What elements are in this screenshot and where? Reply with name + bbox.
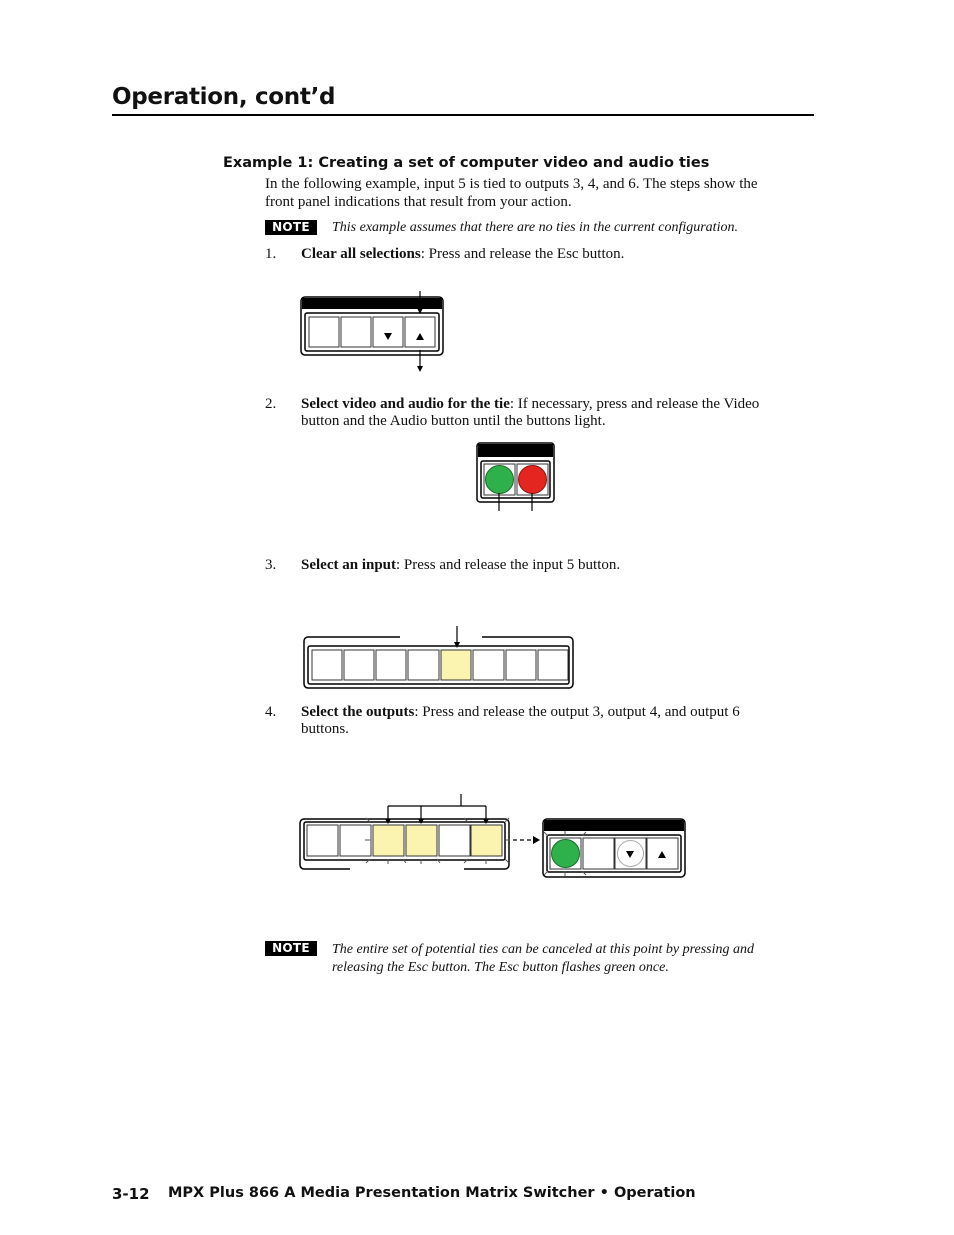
blink-rays-icon	[365, 818, 510, 864]
title-rule	[112, 114, 814, 116]
esc-button-group	[301, 297, 443, 355]
footer-title: MPX Plus 866 A Media Presentation Matrix Switcher • Operation	[168, 1185, 696, 1201]
up-arrow-icon	[416, 333, 424, 340]
output-4-button-selected	[406, 825, 437, 856]
step-number: 2.	[265, 396, 277, 412]
audio-button-lit	[519, 466, 547, 494]
note-badge: NOTE	[265, 220, 317, 235]
intro-line-1: In the following example, input 5 is tied to outputs 3, 4, and 6. The steps show the	[265, 176, 758, 192]
output-3-button-selected	[373, 825, 404, 856]
step-number: 3.	[265, 557, 277, 573]
esc-button-lit	[552, 840, 580, 868]
intro-line-2: front panel indications that result from your action.	[265, 194, 572, 210]
step-title: Select an input	[301, 557, 397, 573]
step-text	[301, 704, 740, 721]
step-text-line-2: buttons.	[301, 721, 349, 737]
step-number: 4.	[265, 704, 277, 720]
note-text: This example assumes that there are no ties in the current configuration.	[332, 220, 738, 235]
step-title: Select video and audio for the tie	[301, 396, 510, 412]
step-description: : Press and release the output 3, output 4, and output 6	[414, 704, 740, 720]
step-description: : If necessary, press and release the Video	[509, 396, 760, 412]
output-6-button-selected	[471, 825, 502, 856]
press-arrow-icon	[417, 291, 423, 372]
down-arrow-icon	[384, 333, 392, 340]
example-heading: Example 1: Creating a set of computer video and audio ties	[223, 155, 710, 171]
step-text	[301, 246, 624, 263]
step-text	[301, 396, 759, 413]
dashed-arrow-icon	[513, 836, 540, 844]
step-description: : Press and release the Esc button.	[420, 246, 625, 262]
input-5-button-selected	[441, 650, 471, 680]
note-text-line-2: releasing the Esc button. The Esc button flashes green once.	[332, 960, 669, 975]
up-arrow-icon	[658, 851, 666, 858]
step-title: Clear all selections	[301, 246, 421, 262]
step-text-line-2: button and the Audio button until the buttons light.	[301, 413, 606, 429]
page-number: 3-12	[112, 1185, 150, 1203]
video-button-lit	[486, 466, 514, 494]
step-description: : Press and release the input 5 button.	[396, 557, 621, 573]
press-arrow-icon	[454, 626, 460, 648]
note-badge: NOTE	[265, 941, 317, 956]
press-arrow-icon	[385, 794, 489, 824]
page-title: Operation, cont’d	[112, 84, 336, 110]
step-title: Select the outputs	[301, 704, 415, 720]
note-text-line-1: The entire set of potential ties can be canceled at this point by pressing and	[332, 942, 755, 957]
down-arrow-icon	[626, 851, 634, 858]
step-text	[301, 557, 620, 574]
step-number: 1.	[265, 246, 277, 262]
